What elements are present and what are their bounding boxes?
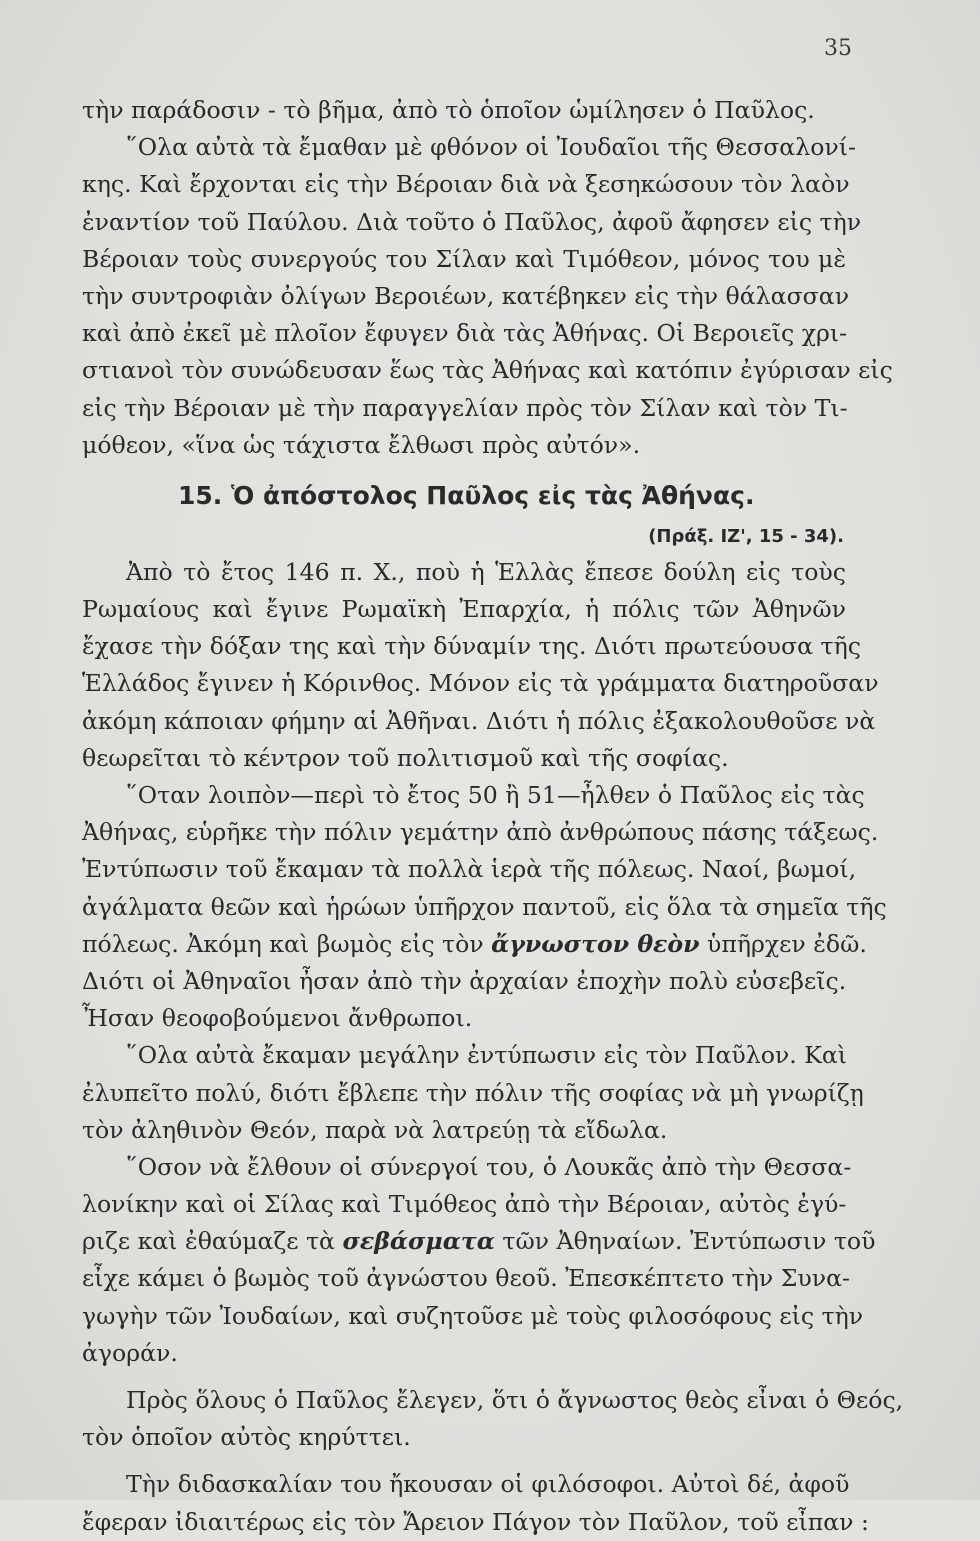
text-line: ἐναντίον τοῦ Παύλου. Διὰ τοῦτο ὁ Παῦλος, ἀφοῦ ἄφησεν εἰς τὴν [82,207,862,236]
emphasized-phrase: σεβάσματα [342,1227,495,1256]
text-line: λονίκην καὶ οἱ Σίλας καὶ Τιμόθεος ἀπὸ τὴν Βέροιαν, αὐτὸς ἐγύ- [82,1190,847,1219]
text-line: Ἀπὸ τὸ ἔτος 146 π. Χ., ποὺ ἡ Ἑλλὰς ἔπεσε δούλη εἰς τοὺς [126,557,846,586]
text-line: εἰς τὴν Βέροιαν μὲ τὴν παραγγελίαν πρὸς τὸν Σίλαν καὶ τὸν Τι- [82,393,848,422]
text-line: ἐλυπεῖτο πολύ, διότι ἔβλεπε τὴν πόλιν τῆς σοφίας νὰ μὴ γνωρίζῃ [82,1078,864,1107]
text-line: ῞Ολα αὐτὰ ἔκαμαν μεγάλην ἐντύπωσιν εἰς τὸν Παῦλον. Καὶ [126,1041,848,1070]
paragraph-gap [82,1372,846,1382]
text-line: ἀγοράν. [82,1338,178,1367]
text-line [82,926,867,963]
text-line: κης. Καὶ ἔρχονται εἰς τὴν Βέροιαν διὰ νὰ ξεσηκώσουν τὸν λαὸν [82,170,850,199]
text-line: ἀκόμη κάποιαν φήμην αἱ Ἀθῆναι. Διότι ἡ πόλις ἐξακολουθοῦσε νὰ [82,706,876,735]
text-line: τὸν ὁποῖον αὐτὸς κηρύττει. [82,1423,411,1452]
text-line: θεωρεῖται τὸ κέντρον τοῦ πολιτισμοῦ καὶ τῆς σοφίας. [82,743,729,772]
section-heading: 15. Ὁ ἀπόστολος Παῦλος εἰς τὰς Ἀθήνας. [178,480,755,510]
text-line: ἔχασε τὴν δόξαν της καὶ τὴν δύναμίν της. Διότι πρωτεύουσα τῆς [82,632,861,661]
text-line: Διότι οἱ Ἀθηναῖοι ἦσαν ἀπὸ τὴν ἀρχαίαν ἐποχὴν πολὺ εὐσεβεῖς. [82,966,847,995]
text-line: καὶ ἀπὸ ἐκεῖ μὲ πλοῖον ἔφυγεν διὰ τὰς Ἀθήνας. Οἱ Βεροιεῖς χρι- [82,319,848,348]
text-segment: τῶν Ἀθηναίων. Ἐντύπωσιν τοῦ [502,1227,876,1256]
emphasized-phrase: ἄγνωστον θεὸν [491,929,700,958]
text-segment: ὑπῆρχεν ἐδῶ. [707,929,867,958]
text-line: ἔφεραν ἰδιαιτέρως εἰς τὸν Ἄρειον Πάγον τὸν Παῦλον, τοῦ εἶπαν : [82,1507,869,1536]
text-line: τὴν παράδοσιν - τὸ βῆμα, ἀπὸ τὸ ὁποῖον ὡμίλησεν ὁ Παῦλος. [82,96,815,124]
text-line: Ρωμαίους καὶ ἔγινε Ρωμαϊκὴ Ἐπαρχία, ἡ πόλις τῶν Ἀθηνῶν [82,595,846,624]
text-line [82,1223,876,1260]
text-line: γωγὴν τῶν Ἰουδαίων, καὶ συζητοῦσε μὲ τοὺς φιλοσόφους εἰς τὴν [82,1301,864,1330]
text-line: ἀγάλματα θεῶν καὶ ἡρώων ὑπῆρχον παντοῦ, εἰς ὅλα τὰ σημεῖα τῆς [82,892,887,921]
text-line: Τὴν διδασκαλίαν του ἤκουσαν οἱ φιλόσοφοι. Αὐτοὶ δέ, ἀφοῦ [126,1470,850,1499]
text-line: Ἦσαν θεοφοβούμενοι ἄνθρωποι. [82,1004,473,1033]
text-segment: πόλεως. Ἀκόμη καὶ βωμὸς εἰς τὸν [82,929,484,958]
text-line: Ἐντύπωσιν τοῦ ἔκαμαν τὰ πολλὰ ἱερὰ τῆς πόλεως. Ναοί, βωμοί, [82,855,857,884]
text-line: τὸν ἀληθινὸν Θεόν, παρὰ νὰ λατρεύῃ τὰ εἴδωλα. [82,1115,668,1144]
text-segment: ριζε καὶ ἐθαύμαζε τὰ [82,1227,335,1256]
text-line: ῞Οσον νὰ ἔλθουν οἱ σύνεργοί του, ὁ Λουκᾶς ἀπὸ τὴν Θεσσα- [126,1152,852,1181]
text-column [82,92,904,1541]
text-line: Πρὸς ὅλους ὁ Παῦλος ἔλεγεν, ὅτι ὁ ἄγνωστος θεὸς εἶναι ὁ Θεός, [126,1386,904,1414]
text-line: τὴν συντροφιὰν ὀλίγων Βεροιέων, κατέβηκεν εἰς τὴν θάλασσαν [82,281,850,310]
text-line: Ἑλλάδος ἔγινεν ἡ Κόρινθος. Μόνον εἰς τὰ γράμματα διατηροῦσαν [82,669,879,698]
text-line: Ἀθήνας, εὑρῆκε τὴν πόλιν γεμάτην ἀπὸ ἀνθρώπους πάσης τάξεως. [82,818,879,847]
text-line: ῞Οταν λοιπὸν—περὶ τὸ ἔτος 50 ἢ 51—ἦλθεν ὁ Παῦλος εἰς τὰς [126,781,865,809]
paragraph-gap [82,1456,846,1466]
text-line: Βέροιαν τοὺς συνεργούς του Σίλαν καὶ Τιμόθεον, μόνος του μὲ [82,244,846,273]
scripture-reference: (Πράξ. ΙΖ', 15 - 34). [648,525,844,547]
text-line: στιανοὶ τὸν συνώδευσαν ἕως τὰς Ἀθήνας καὶ κατόπιν ἐγύρισαν εἰς [82,356,893,385]
page-number: 35 [824,36,852,61]
text-line: ῞Ολα αὐτὰ τὰ ἔμαθαν μὲ φθόνον οἱ Ἰουδαῖοι τῆς Θεσσαλονί- [126,133,856,162]
text-line: εἶχε κάμει ὁ βωμὸς τοῦ ἀγνώστου θεοῦ. Ἐπεσκέπτετο τὴν Συνα- [82,1264,850,1293]
text-line: μόθεον, «ἵνα ὡς τάχιστα ἔλθωσι πρὸς αὐτόν». [82,430,641,459]
